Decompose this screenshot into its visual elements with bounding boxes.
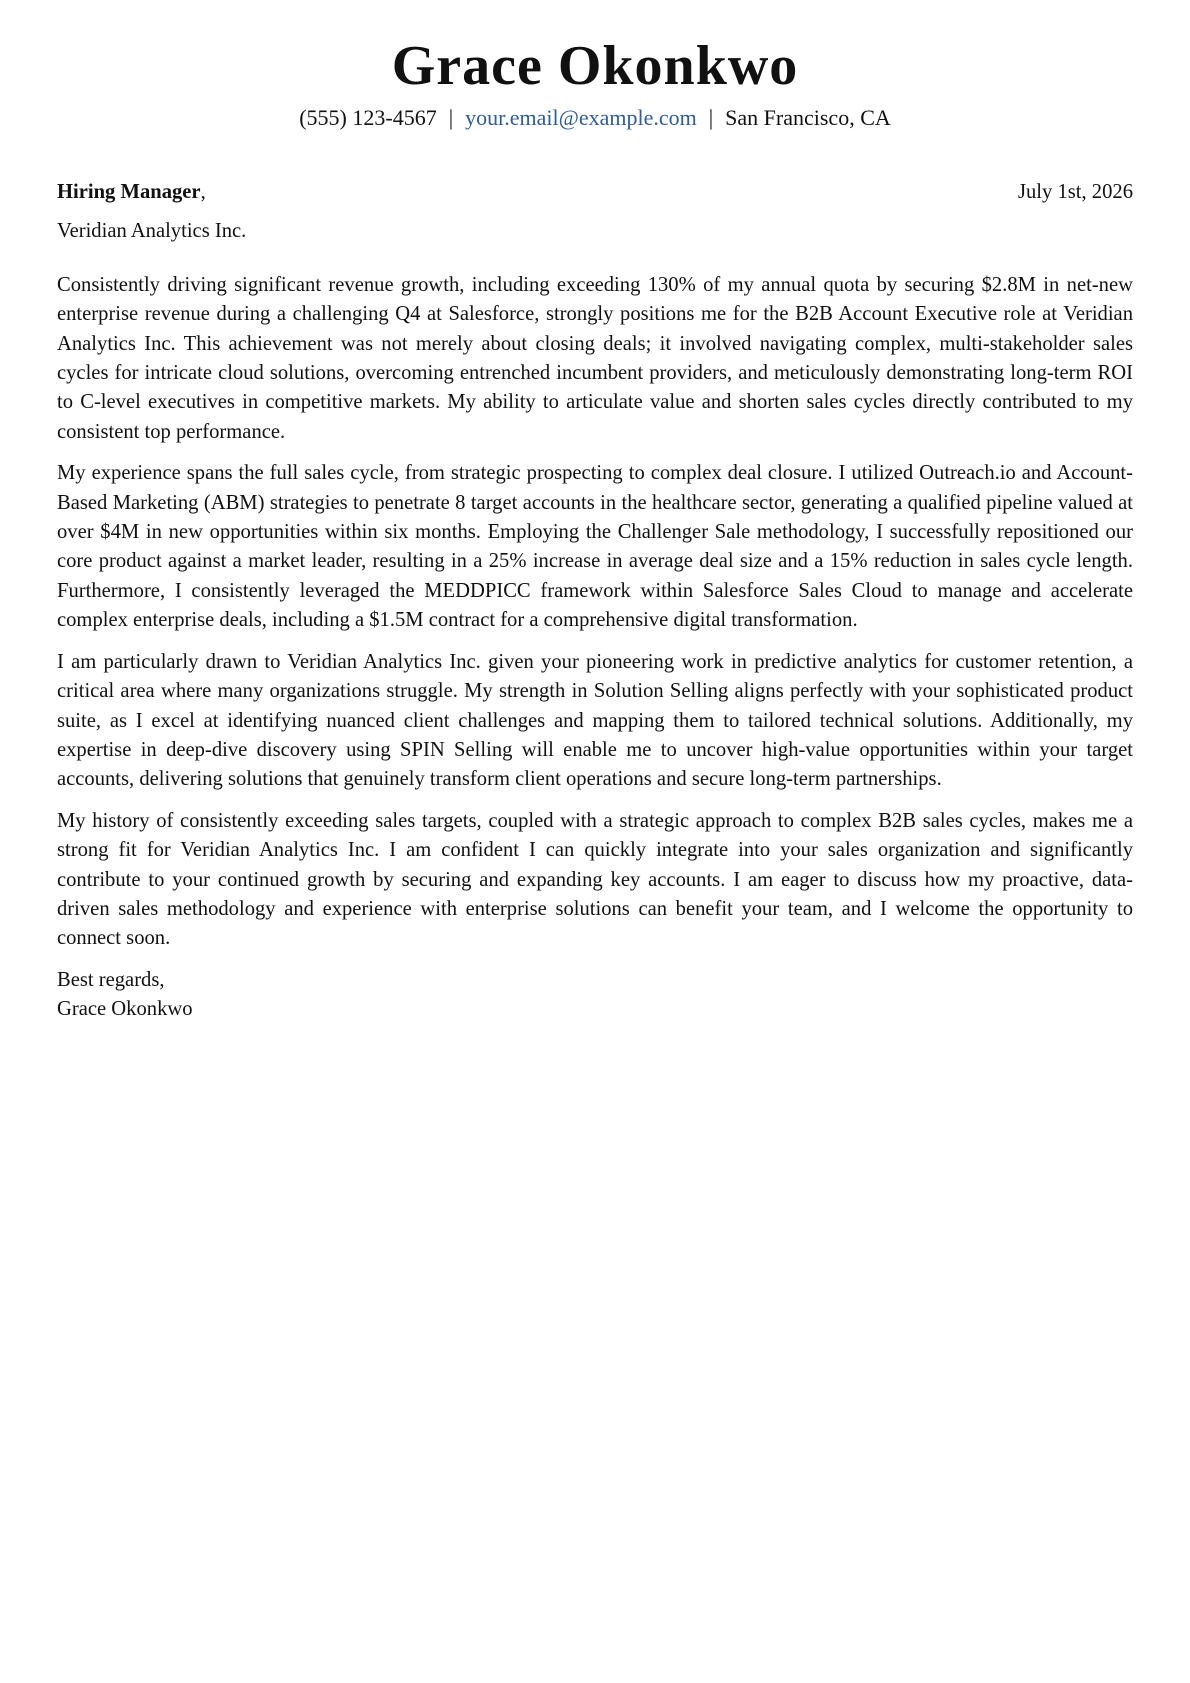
body-paragraph: My experience spans the full sales cycle, from strategic prospecting to complex deal closure. I utilized Outreach.io and Account-Based Marketing (ABM) strategies to penetrate 8 target accounts in the healthcare sector, generating a qualified pipeline valued at over $4M in new opportunities within six months. Employing the Challenger Sale methodology, I successfully repositioned our core product against a market leader, resulting in a 25% increase in average deal size and a 15% reduction in sales cycle length. Furthermore, I consistently leveraged the MEDDPICC framework within Salesforce Sales Cloud to manage and accelerate complex enterprise deals, including a $1.5M contract for a comprehensive digital transformation. xyxy=(57,462,1133,632)
letter-body xyxy=(57,271,1133,954)
body-paragraph: Consistently driving significant revenue growth, including exceeding 130% of my annual quota by securing $2.8M in net-new enterprise revenue during a challenging Q4 at Salesforce, strongly positions me for the B2B Account Executive role at Veridian Analytics Inc. This achievement was not merely about closing deals; it involved navigating complex, multi-stakeholder sales cycles for intricate cloud solutions, overcoming entrenched incumbent providers, and meticulously demonstrating long-term ROI to C-level executives in competitive markets. My ability to articulate value and shorten sales cycles directly contributed to my consistent top performance. xyxy=(57,273,1133,443)
recipient-suffix: , xyxy=(200,181,206,203)
recipient xyxy=(57,178,206,207)
location: San Francisco, CA xyxy=(725,105,891,130)
contact-line xyxy=(0,104,1190,133)
letter-date: July 1st, 2026 xyxy=(1018,181,1133,203)
body-paragraph: My history of consistently exceeding sales targets, coupled with a strategic approach to complex B2B sales cycles, makes me a strong fit for Veridian Analytics Inc. I am confident I can quickly integrate into your sales organization and significantly contribute to your continued growth by securing and expanding key accounts. I am eager to discuss how my proactive, data-driven sales methodology and experience with enterprise solutions can benefit your team, and I welcome the opportunity to connect soon. xyxy=(57,809,1133,950)
email-link[interactable]: your.email@example.com xyxy=(465,105,697,130)
letter-closing xyxy=(57,966,1133,1025)
sender-name: Grace Okonkwo xyxy=(391,35,799,97)
body-paragraph: I am particularly drawn to Veridian Analytics Inc. given your pioneering work in predictive analytics for customer retention, a critical area where many organizations struggle. My strength in Solution Selling aligns perfectly with your sophisticated product suite, as I excel at identifying nuanced client challenges and mapping them to tailored technical solutions. Additionally, my expertise in deep-dive discovery using SPIN Selling will enable me to uncover high-value opportunities within your target accounts, delivering solutions that genuinely transform client operations and secure long-term partnerships. xyxy=(57,650,1133,791)
phone-number: (555) 123-4567 xyxy=(299,105,437,130)
recipient-name: Hiring Manager xyxy=(57,181,201,203)
letter-header xyxy=(0,35,1190,133)
company-name: Veridian Analytics Inc. xyxy=(57,220,247,243)
contact-separator: | xyxy=(448,105,454,130)
closing-phrase: Best regards, xyxy=(57,968,165,991)
salutation-row xyxy=(57,178,1133,207)
letter-content xyxy=(57,178,1133,1025)
signature-name: Grace Okonkwo xyxy=(57,998,193,1021)
contact-separator: | xyxy=(708,105,714,130)
